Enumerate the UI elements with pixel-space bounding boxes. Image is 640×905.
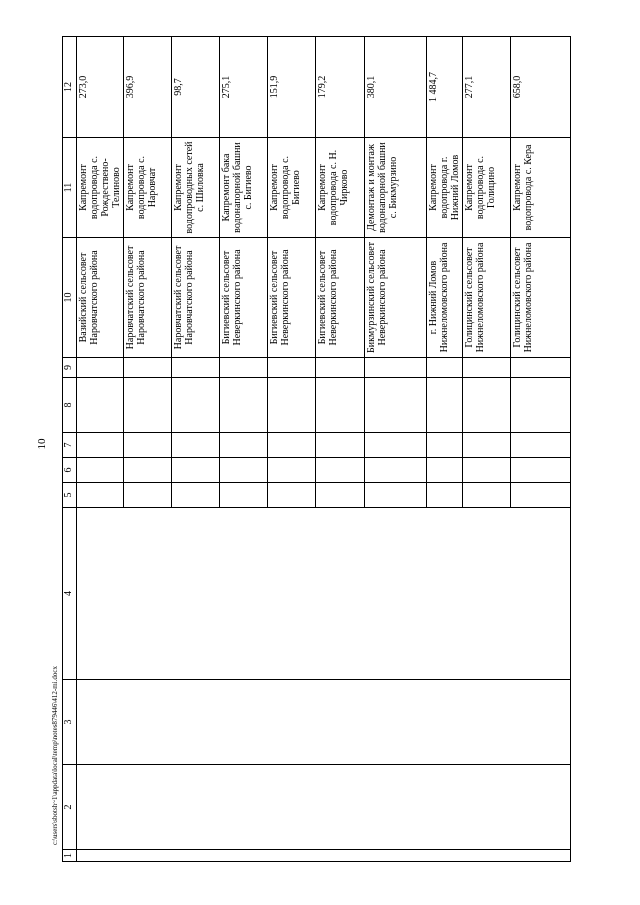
cell-empty	[364, 358, 426, 378]
cell-empty	[510, 433, 570, 458]
work-text: Капремонт водопровода с. Рождествено-Телиново	[78, 155, 122, 220]
footer-file-path: c:\users\sbotsh~1\appdata\local\temp\notes879446\412-mi.docx	[51, 666, 59, 845]
municipality-text: Наровчатский сельсовет Наровчатского района	[173, 245, 196, 350]
col-header-6: 6	[63, 458, 77, 483]
cell-municipality	[426, 238, 462, 358]
municipality-text: г. Нижний Ломов Нижнеломовского района	[427, 242, 450, 353]
cell-empty	[77, 458, 124, 483]
cell-municipality	[77, 238, 124, 358]
cell-work	[510, 138, 570, 238]
col-header-11: 11	[63, 138, 77, 238]
cell-empty	[172, 358, 220, 378]
cell-empty	[426, 458, 462, 483]
amount-text: 1 484,7	[427, 72, 439, 102]
cell-municipality	[268, 238, 316, 358]
cell-empty	[426, 358, 462, 378]
municipality-text: Вазийский сельсовет Наровчатского района	[78, 250, 100, 345]
amount-text: 658,0	[511, 75, 523, 99]
cell-work	[124, 138, 172, 238]
cell-work	[172, 138, 220, 238]
cell-municipality	[364, 238, 426, 358]
col-header-4: 4	[63, 508, 77, 680]
cell-empty	[268, 433, 316, 458]
cell-empty	[462, 458, 510, 483]
cell-empty	[77, 483, 124, 508]
col-header-3: 3	[63, 680, 77, 765]
cell-empty	[77, 508, 571, 680]
cell-empty	[462, 433, 510, 458]
cell-empty	[510, 378, 570, 433]
cell-municipality	[462, 238, 510, 358]
cell-empty	[316, 433, 364, 458]
cell-empty	[426, 378, 462, 433]
col-header-5: 5	[63, 483, 77, 508]
amount-text: 396,9	[125, 75, 137, 99]
col-header-10: 10	[63, 238, 77, 358]
cell-empty	[124, 378, 172, 433]
cell-empty	[220, 378, 268, 433]
cell-empty	[124, 483, 172, 508]
cell-empty	[77, 433, 124, 458]
rotated-table-container	[62, 37, 571, 862]
work-text: Демонтаж и монтаж водонапорной башни с. Бикмурзино	[365, 142, 399, 233]
table-row	[77, 37, 124, 862]
cell-municipality	[510, 238, 570, 358]
cell-empty	[220, 483, 268, 508]
work-text: Капремонт водопровода с. Бигиево	[269, 155, 303, 220]
cell-amount	[510, 37, 570, 138]
work-text: Капремонт водопровода с. Голицино	[463, 155, 497, 220]
cell-empty	[124, 358, 172, 378]
municipality-text: Бигиевский сельсовет Неверкинского района	[221, 249, 244, 346]
cell-empty	[462, 358, 510, 378]
cell-empty	[220, 458, 268, 483]
cell-amount	[172, 37, 220, 138]
cell-work	[364, 138, 426, 238]
cell-empty	[364, 483, 426, 508]
cell-amount	[426, 37, 462, 138]
cell-empty	[462, 378, 510, 433]
cell-municipality	[172, 238, 220, 358]
col-header-9: 9	[63, 358, 77, 378]
cell-empty	[510, 358, 570, 378]
cell-empty	[316, 378, 364, 433]
cell-empty	[220, 358, 268, 378]
work-text: Капремонт водопровода с. Кера	[511, 144, 534, 231]
cell-amount	[268, 37, 316, 138]
cell-amount	[316, 37, 364, 138]
cell-empty	[316, 483, 364, 508]
cell-empty	[426, 483, 462, 508]
cell-work	[426, 138, 462, 238]
cell-municipality	[124, 238, 172, 358]
cell-empty	[220, 433, 268, 458]
cell-work	[220, 138, 268, 238]
col-header-12: 12	[63, 37, 77, 138]
cell-empty	[268, 378, 316, 433]
cell-municipality	[316, 238, 364, 358]
cell-empty	[510, 458, 570, 483]
col-header-1: 1	[63, 850, 77, 862]
work-text: Капремонт водопроводных сетей с. Шиловка	[173, 141, 207, 234]
amount-text: 275,1	[221, 75, 233, 99]
cell-empty	[510, 483, 570, 508]
cell-empty	[124, 433, 172, 458]
cell-amount	[124, 37, 172, 138]
amount-text: 273,0	[78, 75, 89, 99]
col-header-8: 8	[63, 378, 77, 433]
amount-text: 179,2	[317, 75, 329, 99]
municipality-text: Бигиевский сельсовет Неверкинского района	[269, 249, 292, 346]
cell-amount	[462, 37, 510, 138]
cell-empty	[172, 458, 220, 483]
cell-empty	[77, 378, 124, 433]
cell-empty	[124, 458, 172, 483]
municipality-text: Голицинский сельсовет Нижнеломовского района	[511, 242, 534, 353]
work-text: Капремонт водопровода с. Наровчат	[125, 155, 159, 220]
work-text: Капремонт бака водонапорной башни с. Бигиево	[221, 142, 255, 233]
table-wrapper	[62, 37, 571, 862]
cell-work	[462, 138, 510, 238]
cell-amount	[364, 37, 426, 138]
work-text: Капремонт водопровода г. Нижний Ломов	[427, 154, 461, 221]
cell-empty	[172, 378, 220, 433]
work-text: Капремонт водопровода с. Н. Чирково	[317, 149, 351, 226]
municipality-text: Бигиевский сельсовет Неверкинского района	[317, 249, 340, 346]
cell-empty	[77, 850, 571, 862]
cell-municipality	[220, 238, 268, 358]
cell-work	[77, 138, 124, 238]
cell-empty	[268, 483, 316, 508]
amount-text: 380,1	[365, 75, 377, 99]
amount-text: 277,1	[463, 75, 475, 99]
cell-amount	[77, 37, 124, 138]
cell-empty	[316, 458, 364, 483]
cell-empty	[268, 358, 316, 378]
municipality-text: Бикмурзинский сельсовет Неверкинского района	[365, 242, 388, 354]
amount-text: 151,9	[269, 75, 281, 99]
col-header-2: 2	[63, 765, 77, 850]
cell-empty	[172, 483, 220, 508]
page-number: 10	[36, 438, 48, 450]
cell-amount	[220, 37, 268, 138]
amount-text: 98,7	[173, 78, 185, 96]
cell-empty	[364, 458, 426, 483]
cell-empty	[462, 483, 510, 508]
cell-empty	[77, 680, 571, 765]
col-header-7: 7	[63, 433, 77, 458]
cell-empty	[426, 433, 462, 458]
municipality-text: Наровчатский сельсовет Наровчатского района	[125, 245, 148, 350]
cell-work	[268, 138, 316, 238]
cell-empty	[77, 765, 571, 850]
cell-empty	[316, 358, 364, 378]
cell-empty	[77, 358, 124, 378]
cell-empty	[172, 433, 220, 458]
cell-empty	[268, 458, 316, 483]
header-row	[63, 37, 77, 862]
cell-empty	[364, 378, 426, 433]
municipality-text: Голицинский сельсовет Нижнеломовского района	[463, 242, 486, 353]
cell-empty	[364, 433, 426, 458]
data-table	[62, 36, 571, 862]
cell-work	[316, 138, 364, 238]
